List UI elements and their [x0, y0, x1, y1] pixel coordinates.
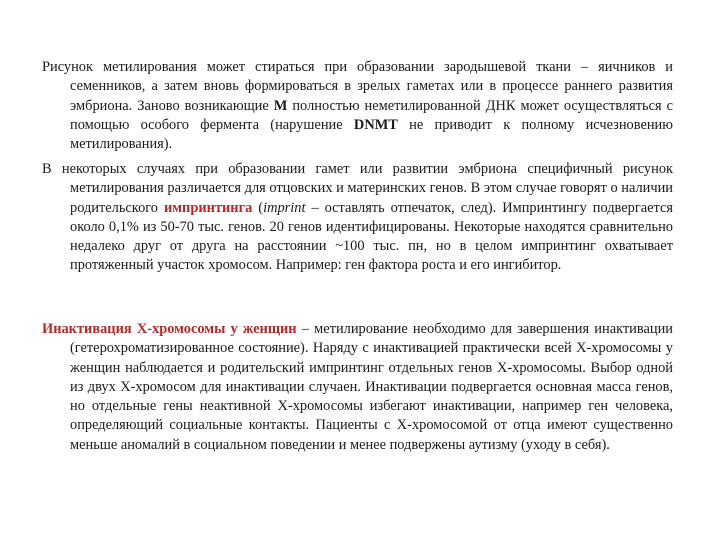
paragraph-2-text-a: В некоторых случаях при образовании гамет или развитии эмбриона специфичный рисунок метилирования различается для отцовских и материнских генов. В этом случае говорят о наличии родительского: [42, 161, 673, 216]
paragraph-methylation-erasure: [42, 58, 673, 154]
term-imprint-italic: imprint: [263, 199, 306, 216]
paragraph-x-inactivation: [42, 320, 673, 455]
heading-x-inactivation: Инактивация Х-хромосомы у женщин: [42, 321, 297, 337]
paragraph-1-text-c: полностью неметилированной ДНК может осуществляться с помощью особого фермента (нарушение: [70, 97, 673, 133]
term-m: М: [273, 97, 288, 114]
term-imprinting: импринтинга: [163, 199, 253, 216]
paragraph-3-text-b: – метилирование необходимо для завершения инактивации (гетерохроматизированное состояние). Наряду с инактивацией практически всей Х-хромосомы у женщин наблюдается и родительский импринтинг отдельных генов Х-хромосомы. Выбор одной из двух Х-хромосом для инактивации случаен. Инактивации подвергается основная масса генов, но отдельные гены неактивной Х-хромосомы избегают инактивации, например ген человека, определяющий социальные контакты. Пациенты с Х-хромосомой от отца имеют существенно меньше аномалий в социальном поведении и менее подвержены аутизму (уходу в себя).: [70, 321, 673, 453]
paragraph-imprinting: [42, 160, 673, 276]
paragraph-1-text-e: не приводит к полному исчезновению метилирования).: [70, 116, 674, 153]
paragraph-2-text-e: – оставлять отпечаток, след). Импринтингу подвергается около 0,1% из 50-70 тыс. генов. 20 генов идентифицированы. Некоторые находятся сравнительно недалеко друг от друга на расстоянии ~100 тыс. пн, но в целом импринтинг охватывает протяженный участок хромосом. Например: ген фактора роста и его ингибитор.: [70, 199, 673, 274]
term-dnmt: DNMT: [353, 116, 398, 133]
paragraph-1-text-a: Рисунок метилирования может стираться при образовании зародышевой ткани – яичников и семенников, а затем вновь формироваться в зрелых гаметах или в процессе раннего развития эмбриона. Заново возникающие: [42, 59, 673, 114]
paragraph-2-text-c: (: [252, 199, 264, 216]
